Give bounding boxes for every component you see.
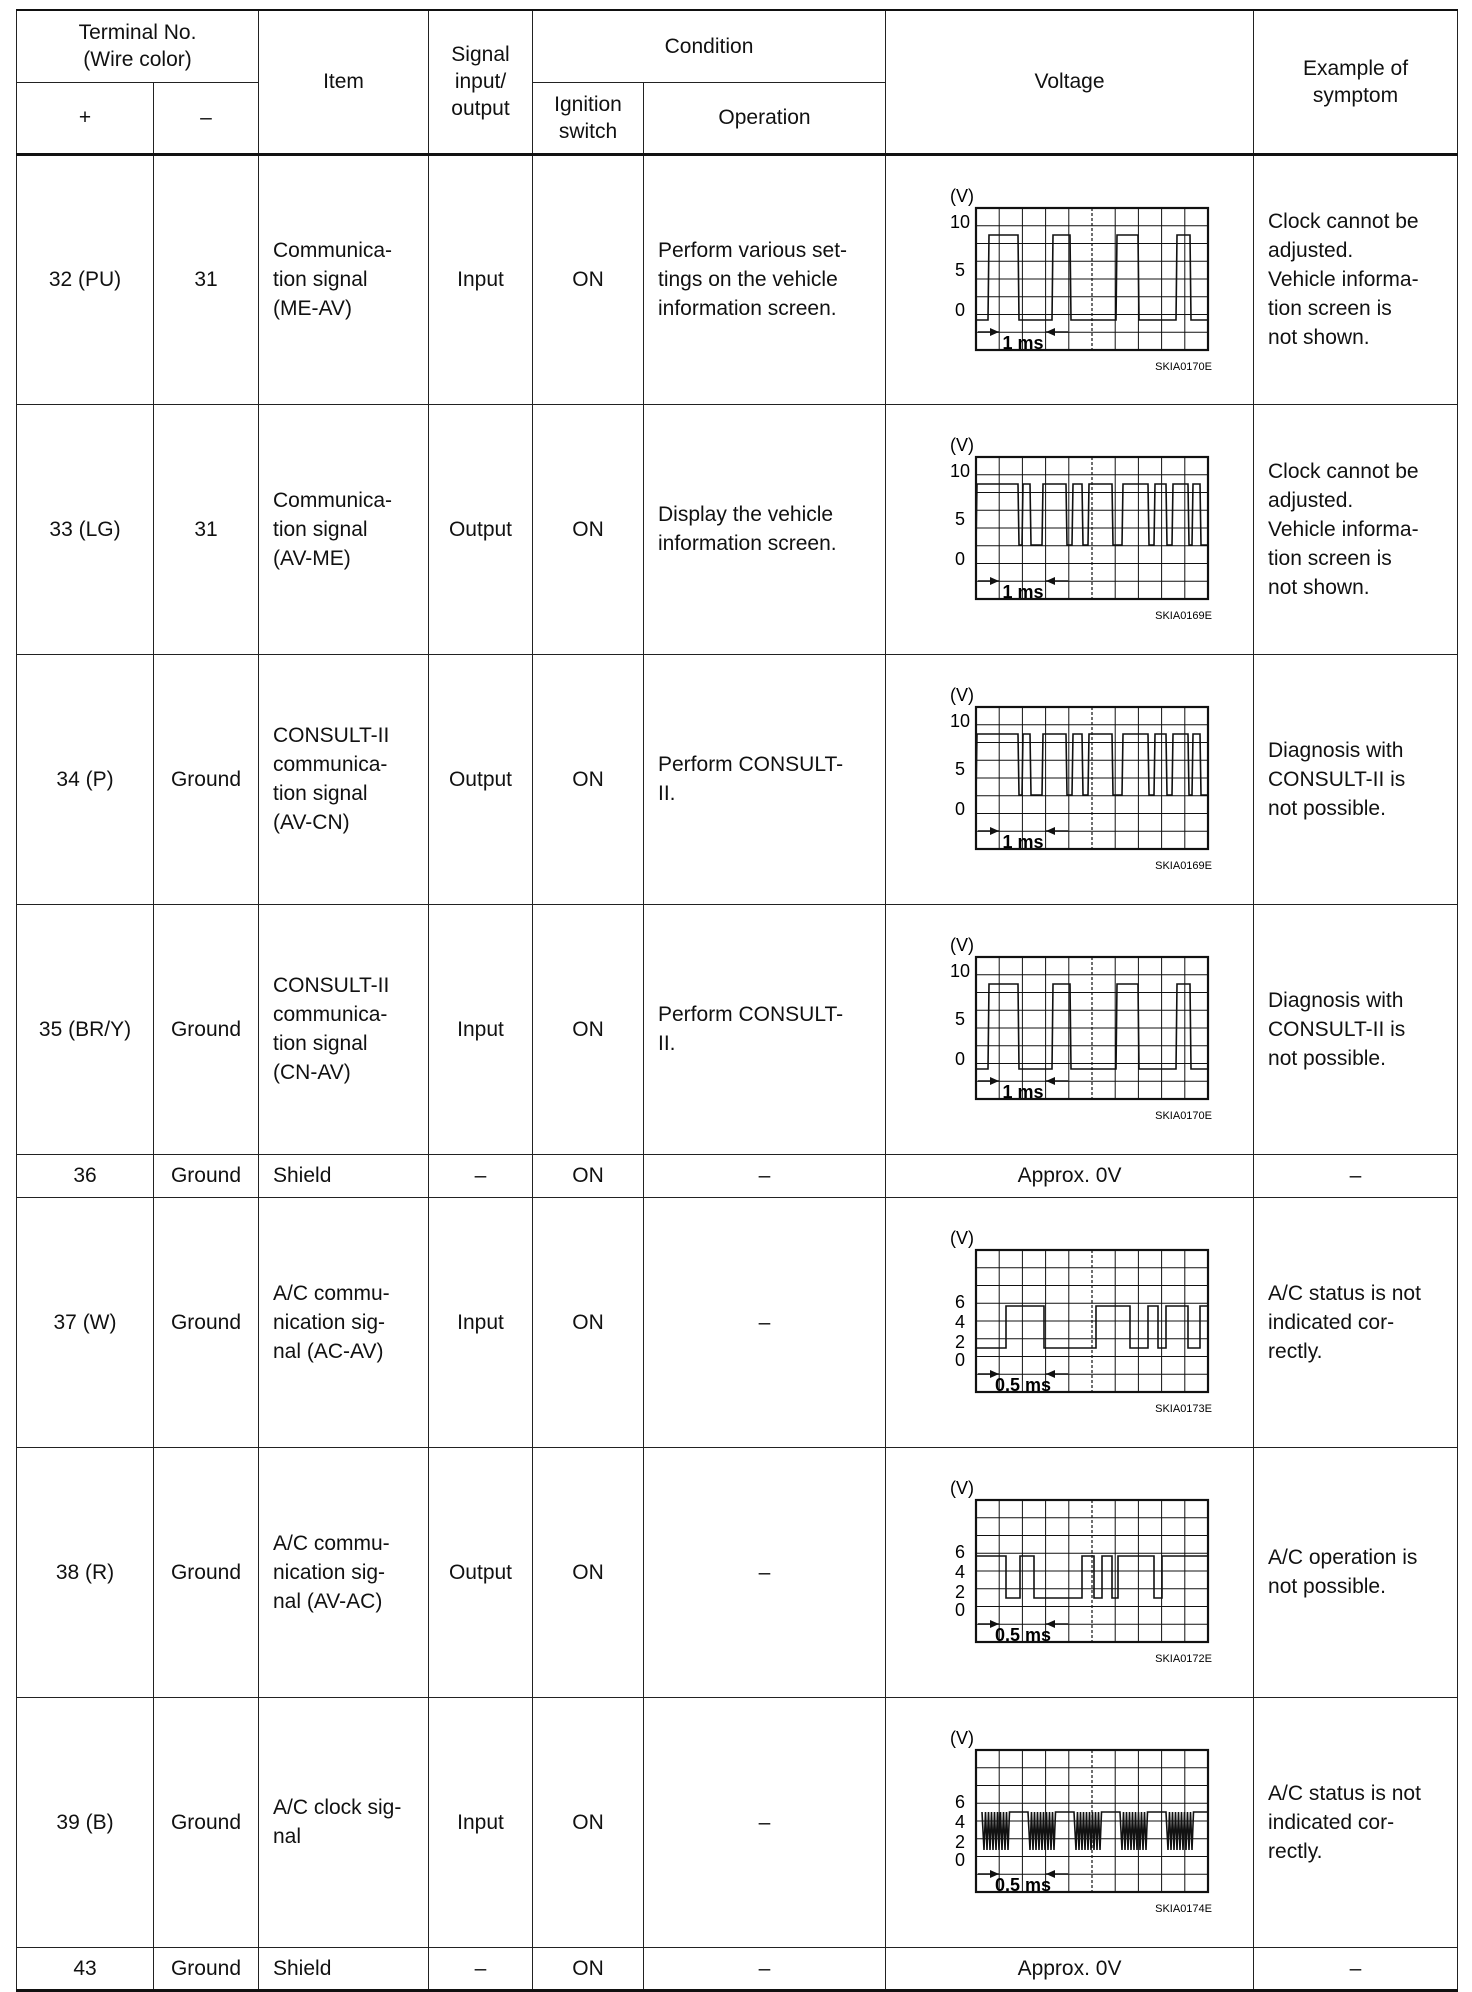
signal-cell: Output <box>429 654 533 904</box>
terminal-plus: 37 (W) <box>17 1197 154 1447</box>
symptom-cell: Diagnosis with CONSULT-II is not possible. <box>1254 654 1458 904</box>
scope-unit-label: (V) <box>949 1478 974 1498</box>
voltage-cell <box>886 1697 1254 1947</box>
scope-y-tick: 2 <box>954 1582 965 1602</box>
figure-code: SKIA0172E <box>1154 1653 1212 1665</box>
terminal-minus: Ground <box>154 1697 259 1947</box>
terminal-plus: 35 (BR/Y) <box>17 904 154 1154</box>
scope-y-tick: 10 <box>949 211 970 232</box>
ignition-cell: ON <box>533 1697 644 1947</box>
scope-grid <box>976 1250 1208 1392</box>
voltage-cell <box>886 1447 1254 1697</box>
scope-y-tick: 0 <box>954 1850 965 1870</box>
header-voltage: Voltage <box>886 10 1254 154</box>
operation-cell: – <box>644 1697 886 1947</box>
oscilloscope-waveform <box>920 685 1220 873</box>
scope-unit-label: (V) <box>949 435 974 455</box>
waveform-trace <box>982 1812 1208 1850</box>
oscilloscope-waveform <box>920 1478 1220 1666</box>
symptom-cell: – <box>1254 1154 1458 1197</box>
terminal-minus: Ground <box>154 1947 259 1990</box>
item-cell: Shield <box>259 1154 429 1197</box>
item-cell: A/C commu- nication sig- nal (AV-AC) <box>259 1447 429 1697</box>
terminal-minus: Ground <box>154 1197 259 1447</box>
figure-code: SKIA0173E <box>1154 1403 1212 1415</box>
signal-cell: Input <box>429 1197 533 1447</box>
scope-y-tick: 4 <box>954 1562 965 1582</box>
scope-time-label: 0.5 ms <box>994 1375 1051 1395</box>
signal-cell: – <box>429 1154 533 1197</box>
terminal-minus: Ground <box>154 1154 259 1197</box>
item-cell: Shield <box>259 1947 429 1990</box>
item-cell: A/C commu- nication sig- nal (AC-AV) <box>259 1197 429 1447</box>
operation-cell: – <box>644 1154 886 1197</box>
operation-cell: – <box>644 1947 886 1990</box>
waveform-trace <box>976 984 1208 1069</box>
header-terminal: Terminal No. (Wire color) <box>17 10 259 82</box>
terminal-plus: 43 <box>17 1947 154 1990</box>
table-body <box>17 154 1458 1990</box>
voltage-cell <box>886 154 1254 404</box>
symptom-cell: Clock cannot be adjusted. Vehicle informa- tion screen is not shown. <box>1254 404 1458 654</box>
voltage-cell: Approx. 0V <box>886 1947 1254 1990</box>
scope-unit-label: (V) <box>949 935 974 955</box>
scope-grid <box>976 1500 1208 1642</box>
header-ignition: Ignition switch <box>533 82 644 154</box>
header-operation: Operation <box>644 82 886 154</box>
header-condition: Condition <box>533 10 886 82</box>
scope-y-tick: 5 <box>954 1009 965 1029</box>
scope-y-tick: 0 <box>954 1049 965 1069</box>
table-row <box>17 1154 1458 1197</box>
table-row <box>17 404 1458 654</box>
voltage-cell <box>886 1197 1254 1447</box>
signal-cell: Output <box>429 1447 533 1697</box>
signal-cell: – <box>429 1947 533 1990</box>
oscilloscope-waveform <box>920 935 1220 1123</box>
operation-cell: Perform CONSULT- II. <box>644 654 886 904</box>
scope-time-label: 1 ms <box>1002 582 1044 602</box>
terminal-plus: 33 (LG) <box>17 404 154 654</box>
terminal-minus: Ground <box>154 654 259 904</box>
table-row <box>17 154 1458 404</box>
scope-unit-label: (V) <box>949 185 974 206</box>
item-cell: CONSULT-II communica- tion signal (AV-CN) <box>259 654 429 904</box>
symptom-cell: A/C status is not indicated cor- rectly. <box>1254 1197 1458 1447</box>
operation-cell: Perform various set- tings on the vehicle information screen. <box>644 154 886 404</box>
symptom-cell: Clock cannot be adjusted. Vehicle informa- tion screen is not shown. <box>1254 154 1458 404</box>
terminal-minus: Ground <box>154 1447 259 1697</box>
scope-grid <box>976 957 1208 1099</box>
scope-y-tick: 0 <box>954 1600 965 1620</box>
header-plus: + <box>17 82 154 154</box>
ignition-cell: ON <box>533 1197 644 1447</box>
signal-cell: Input <box>429 154 533 404</box>
operation-cell: – <box>644 1447 886 1697</box>
item-cell: Communica- tion signal (AV-ME) <box>259 404 429 654</box>
operation-cell: Display the vehicle information screen. <box>644 404 886 654</box>
signal-cell: Input <box>429 904 533 1154</box>
ignition-cell: ON <box>533 404 644 654</box>
scope-y-tick: 0 <box>954 549 965 569</box>
ignition-cell: ON <box>533 1447 644 1697</box>
figure-code: SKIA0170E <box>1154 1110 1212 1122</box>
terminal-plus: 34 (P) <box>17 654 154 904</box>
table-row <box>17 904 1458 1154</box>
terminal-minus: 31 <box>154 154 259 404</box>
table-header <box>17 10 1458 154</box>
scope-grid <box>976 707 1208 849</box>
voltage-cell <box>886 404 1254 654</box>
voltage-cell: Approx. 0V <box>886 1154 1254 1197</box>
scope-time-label: 1 ms <box>1002 832 1044 852</box>
scope-time-label: 1 ms <box>1002 332 1044 353</box>
scope-y-tick: 5 <box>954 509 965 529</box>
ignition-cell: ON <box>533 1154 644 1197</box>
operation-cell: Perform CONSULT- II. <box>644 904 886 1154</box>
header-signal: Signal input/ output <box>429 10 533 154</box>
terminal-table <box>16 9 1458 1992</box>
terminal-minus: 31 <box>154 404 259 654</box>
waveform-trace <box>976 235 1208 320</box>
figure-code: SKIA0169E <box>1154 860 1212 872</box>
item-cell: CONSULT-II communica- tion signal (CN-AV) <box>259 904 429 1154</box>
ignition-cell: ON <box>533 1947 644 1990</box>
scope-y-tick: 5 <box>954 259 965 280</box>
header-symptom: Example of symptom <box>1254 10 1458 154</box>
oscilloscope-waveform <box>920 1228 1220 1416</box>
symptom-cell: Diagnosis with CONSULT-II is not possible. <box>1254 904 1458 1154</box>
voltage-cell <box>886 904 1254 1154</box>
scope-time-label: 0.5 ms <box>994 1625 1051 1645</box>
table-row <box>17 1447 1458 1697</box>
scope-y-tick: 2 <box>954 1832 965 1852</box>
scope-y-tick: 4 <box>954 1312 965 1332</box>
ignition-cell: ON <box>533 904 644 1154</box>
scope-y-tick: 10 <box>949 461 970 481</box>
header-minus: – <box>154 82 259 154</box>
scope-y-tick: 4 <box>954 1812 965 1832</box>
voltage-cell <box>886 654 1254 904</box>
operation-cell: – <box>644 1197 886 1447</box>
terminal-plus: 36 <box>17 1154 154 1197</box>
scope-unit-label: (V) <box>949 685 974 705</box>
figure-code: SKIA0169E <box>1154 610 1212 622</box>
figure-code: SKIA0170E <box>1154 360 1212 373</box>
scope-y-tick: 10 <box>949 711 970 731</box>
symptom-cell: A/C operation is not possible. <box>1254 1447 1458 1697</box>
terminal-plus: 39 (B) <box>17 1697 154 1947</box>
terminal-plus: 32 (PU) <box>17 154 154 404</box>
header-item: Item <box>259 10 429 154</box>
scope-grid <box>976 457 1208 599</box>
scope-y-tick: 6 <box>954 1792 965 1812</box>
signal-cell: Output <box>429 404 533 654</box>
scope-y-tick: 6 <box>954 1542 965 1562</box>
scope-time-label: 1 ms <box>1002 1082 1044 1102</box>
ignition-cell: ON <box>533 654 644 904</box>
item-cell: A/C clock sig- nal <box>259 1697 429 1947</box>
ignition-cell: ON <box>533 154 644 404</box>
scope-y-tick: 0 <box>954 799 965 819</box>
figure-code: SKIA0174E <box>1154 1903 1212 1915</box>
scope-y-tick: 2 <box>954 1332 965 1352</box>
table-row <box>17 1697 1458 1947</box>
table-row <box>17 654 1458 904</box>
scope-y-tick: 5 <box>954 759 965 779</box>
scope-y-tick: 0 <box>954 299 965 320</box>
symptom-cell: A/C status is not indicated cor- rectly. <box>1254 1697 1458 1947</box>
terminal-plus: 38 (R) <box>17 1447 154 1697</box>
scope-y-tick: 10 <box>949 961 970 981</box>
oscilloscope-waveform <box>920 1728 1220 1916</box>
scope-y-tick: 6 <box>954 1292 965 1312</box>
scope-time-label: 0.5 ms <box>994 1875 1051 1895</box>
table-row <box>17 1197 1458 1447</box>
oscilloscope-waveform <box>920 186 1220 374</box>
scope-y-tick: 0 <box>954 1350 965 1370</box>
oscilloscope-waveform <box>920 435 1220 623</box>
scope-unit-label: (V) <box>949 1728 974 1748</box>
item-cell: Communica- tion signal (ME-AV) <box>259 154 429 404</box>
scope-grid <box>976 208 1208 350</box>
table-row <box>17 1947 1458 1990</box>
terminal-minus: Ground <box>154 904 259 1154</box>
signal-cell: Input <box>429 1697 533 1947</box>
scope-unit-label: (V) <box>949 1228 974 1248</box>
symptom-cell: – <box>1254 1947 1458 1990</box>
